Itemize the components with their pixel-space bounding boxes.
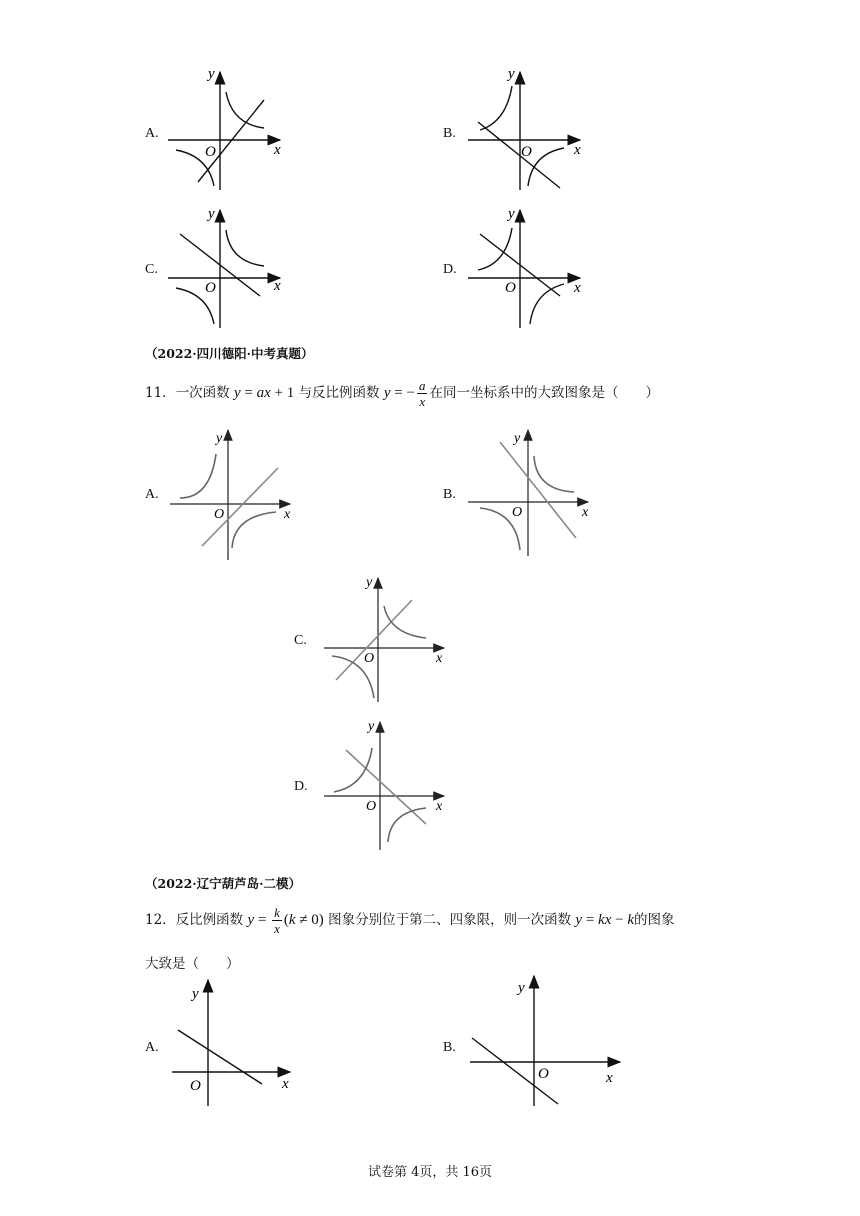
axis-y-label: y <box>368 719 375 734</box>
axis-y-label: y <box>366 575 373 590</box>
axis-x-label: x <box>282 1076 289 1092</box>
q11-option-c-label: C. <box>294 633 307 648</box>
axis-x-label: x <box>582 505 589 520</box>
axis-y-label: y <box>518 980 525 996</box>
axis-y-label: y <box>192 986 199 1002</box>
axis-y-label: y <box>508 206 515 222</box>
origin-label: O <box>505 280 516 296</box>
q11-fraction: $\frac{a}{x}$ <box>418 378 426 409</box>
origin-label: O <box>538 1066 549 1082</box>
q12-option-b-label: B. <box>443 1040 456 1055</box>
q11-graph-d <box>318 716 448 854</box>
axis-y-label: y <box>208 206 215 222</box>
axis-x-label: x <box>284 507 291 522</box>
axis-x-label: x <box>574 142 581 158</box>
axis-x-label: x <box>574 280 581 296</box>
axis-x-label: x <box>606 1070 613 1086</box>
axis-x-label: x <box>436 651 443 666</box>
axis-x-label: x <box>436 799 443 814</box>
q12-fraction: $\frac{k}{x}$ <box>274 905 280 936</box>
q10-graph-b <box>468 66 592 192</box>
q10-option-b-label: B. <box>443 126 456 141</box>
q12-source: （2022·辽宁葫芦岛·二模） <box>145 876 301 891</box>
q10-option-d-label: D. <box>443 262 457 277</box>
axis-y-label: y <box>208 66 215 82</box>
q11-option-a-label: A. <box>145 487 159 502</box>
axis-x-label: x <box>274 142 281 158</box>
q12-number: 12． <box>145 912 176 928</box>
q12-option-a-label: A. <box>145 1040 159 1055</box>
origin-label: O <box>214 507 225 522</box>
origin-label: O <box>521 144 532 160</box>
q10-graph-c <box>168 204 292 330</box>
axis-y-label: y <box>514 431 521 446</box>
axis-y-label: y <box>216 431 223 446</box>
q10-option-c-label: C. <box>145 262 158 277</box>
q10-graph-d <box>468 204 592 330</box>
page-footer: 试卷第 4页，共 16页 <box>367 1165 493 1180</box>
axis-x-label: x <box>274 278 281 294</box>
q11-graph-b <box>466 424 596 564</box>
q11-number: 11． <box>145 385 176 401</box>
q11-graph-c <box>318 572 448 706</box>
origin-label: O <box>190 1078 201 1094</box>
origin-label: O <box>364 651 375 666</box>
q12-stem-line2: 大致是（ ） <box>145 956 240 972</box>
q11-option-d-label: D. <box>294 779 308 794</box>
q12-graph-b <box>466 972 626 1112</box>
origin-label: O <box>366 799 377 814</box>
q11-source: （2022·四川德阳·中考真题） <box>145 346 314 361</box>
q11-option-b-label: B. <box>443 487 456 502</box>
q12-graph-a <box>168 976 298 1110</box>
q12-stem-line1: 12．反比例函数 y = $\frac{k}{x}$ (k ≠ 0) 图象分别位于第二、四象限，则一次函数 y = kx − k的图象 <box>145 905 675 936</box>
q10-graph-a <box>168 66 292 192</box>
axis-y-label: y <box>508 66 515 82</box>
origin-label: O <box>205 144 216 160</box>
origin-label: O <box>512 505 523 520</box>
origin-label: O <box>205 280 216 296</box>
q11-stem: 11．一次函数 y = ax + 1 与反比例函数 y = − $\frac{a}{x}$ 在同一坐标系中的大致图象是（ ） <box>145 378 659 409</box>
q11-graph-a <box>168 424 298 564</box>
q10-option-a-label: A. <box>145 126 159 141</box>
